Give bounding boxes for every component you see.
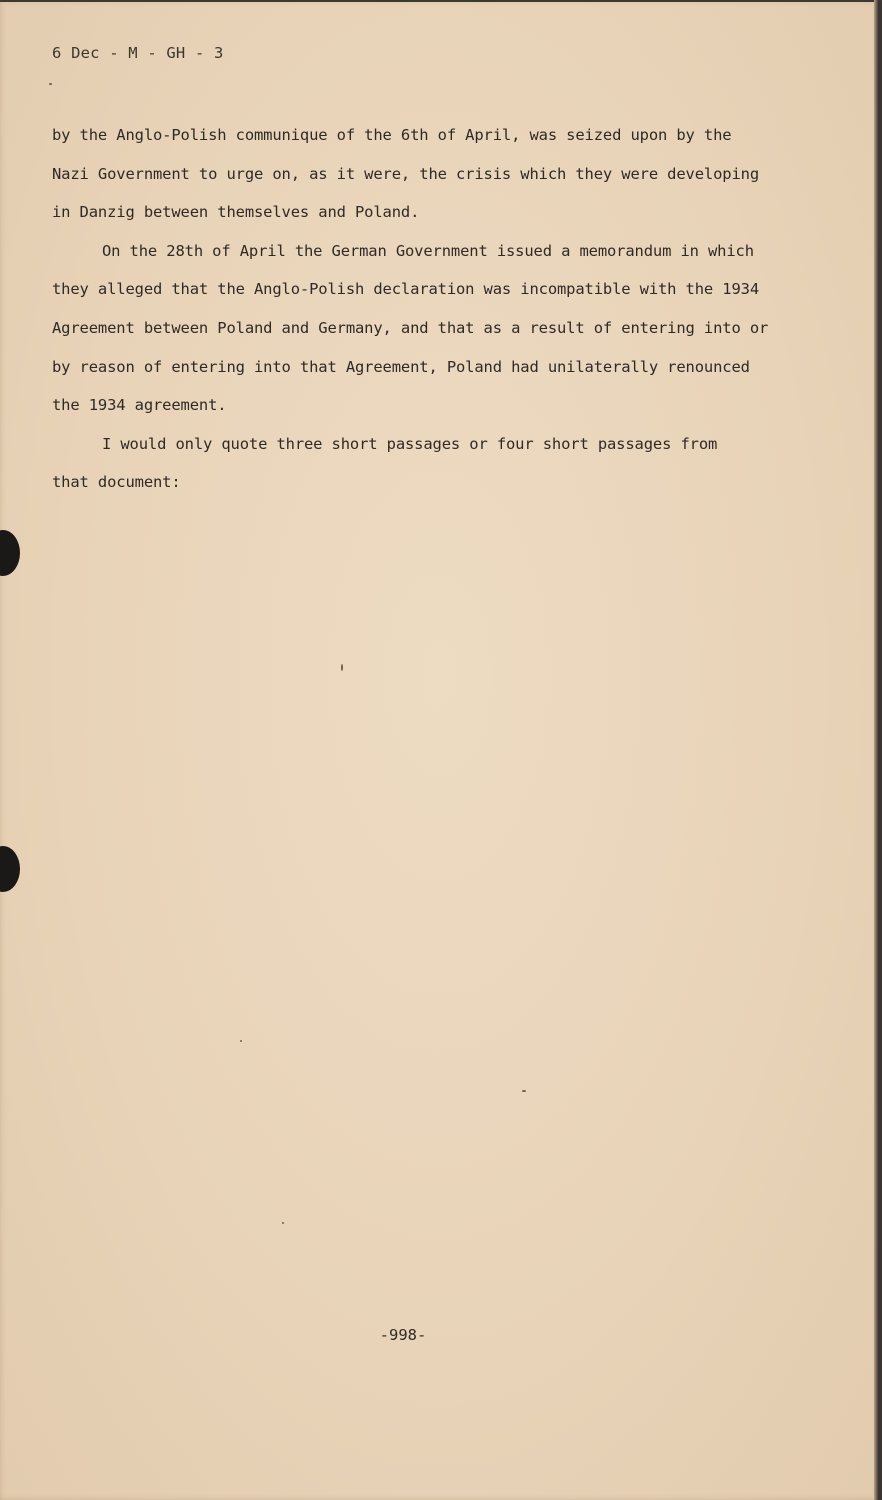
text-line: that document: [52,473,181,492]
body-text [52,116,832,502]
page-top-edge [0,0,882,2]
page-right-edge [874,0,878,1500]
paper-speck [341,664,343,671]
text-line: by the Anglo-Polish communique of the 6th of April, was seized upon by the [52,126,732,144]
punch-hole-lower [0,846,20,892]
text-line: they alleged that the Anglo-Polish declaration was incompatible with the 1934 [52,280,759,299]
text-line: by reason of entering into that Agreement, Poland had unilaterally renounced [52,357,750,376]
paper-speck [240,1040,242,1042]
paragraph-start-line: I would only quote three short passages or four short passages from [102,434,718,453]
paper-speck [49,83,52,85]
punch-hole-upper [0,530,20,576]
text-line: in Danzig between themselves and Poland. [52,203,420,222]
page-number: -998- [379,1326,427,1344]
text-line: Agreement between Poland and Germany, and that as a result of entering into or [52,318,769,337]
text-line: the 1934 agreement. [52,396,227,415]
paragraph-start-line: On the 28th of April the German Government issued a memorandum in which [102,241,754,260]
paper-speck [522,1090,526,1092]
text-line: Nazi Government to urge on, as it were, the crisis which they were developing [52,164,759,183]
page-header: 6 Dec - M - GH - 3 [52,44,224,62]
paper-speck [282,1222,284,1224]
